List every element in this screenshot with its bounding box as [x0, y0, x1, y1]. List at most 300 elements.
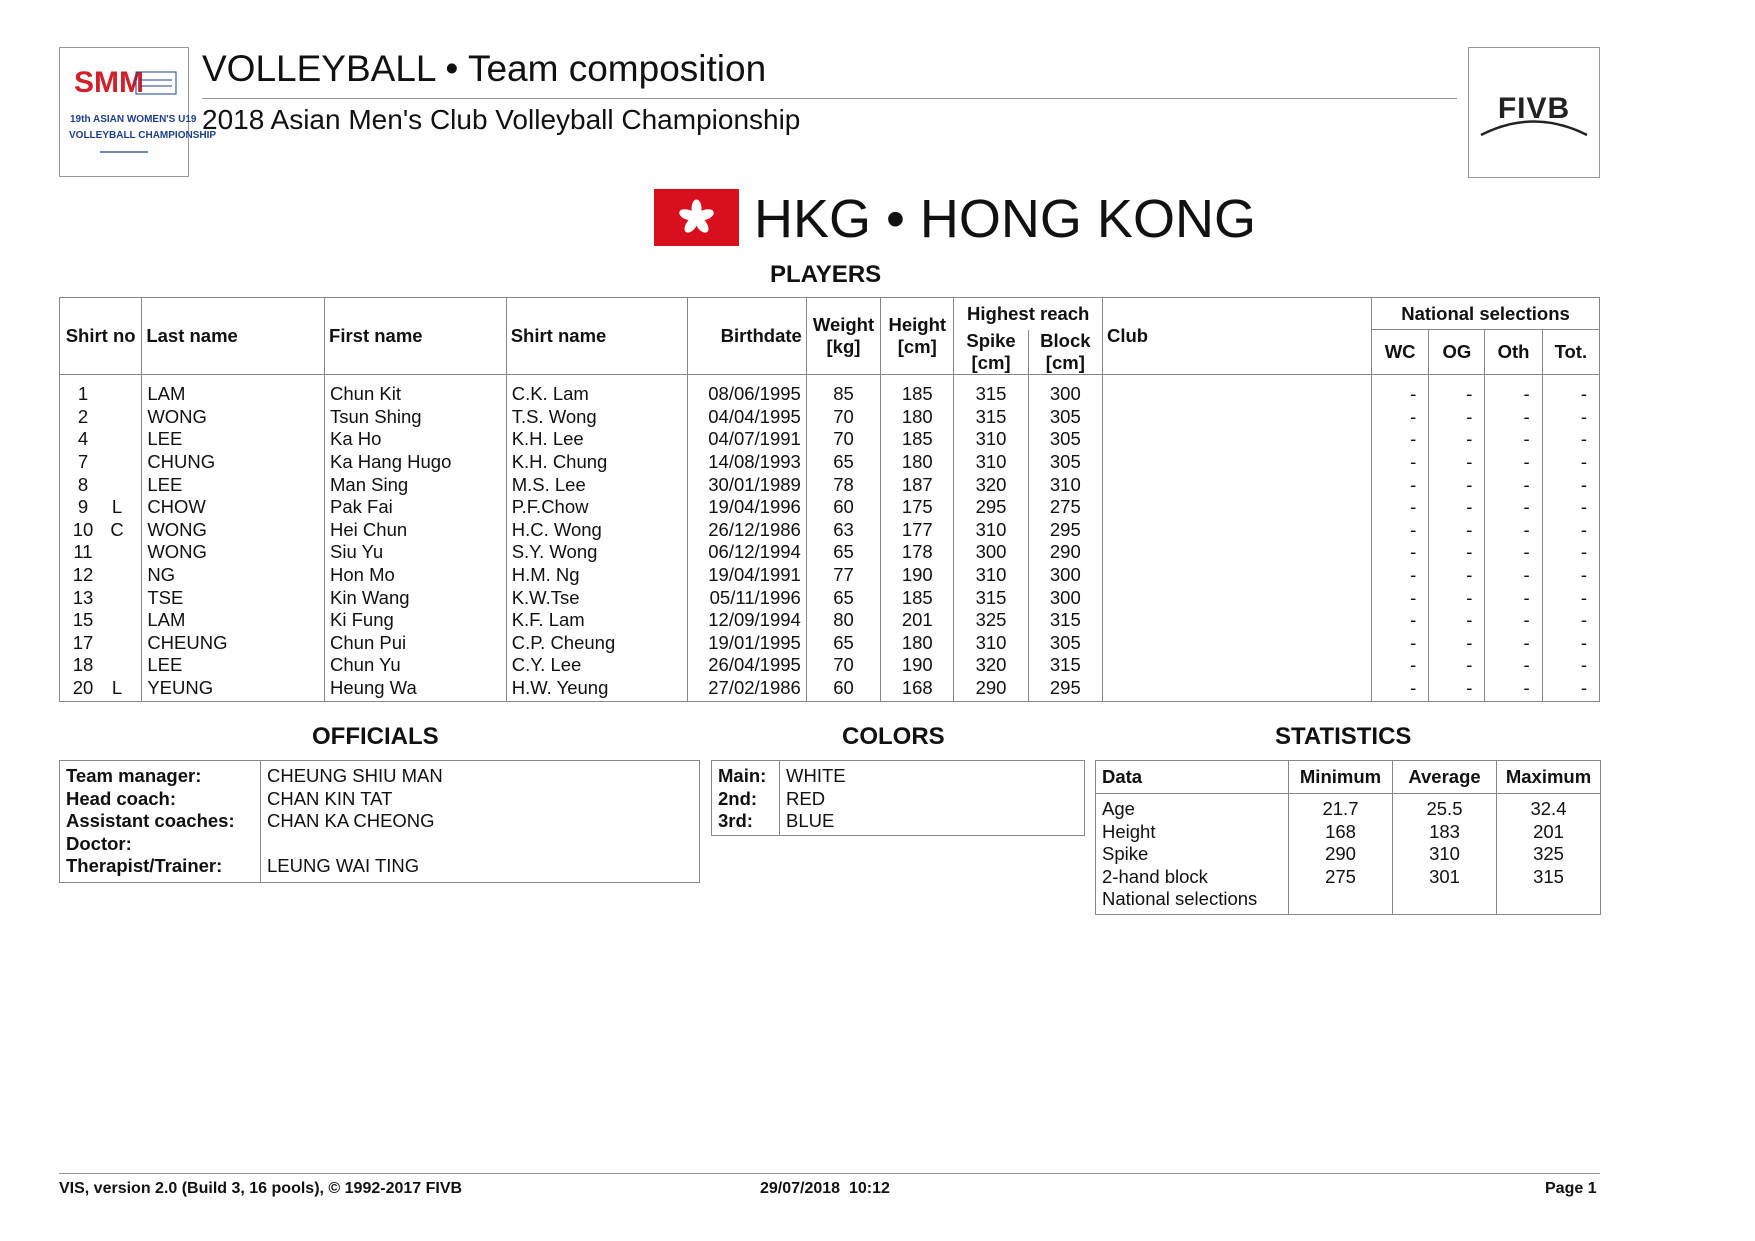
player-spike: 315: [954, 586, 1028, 609]
player-height: 177: [881, 519, 954, 542]
player-og: -: [1429, 632, 1485, 655]
player-block: 305: [1028, 406, 1102, 429]
official-role-label: Doctor:: [60, 833, 261, 856]
player-block: 310: [1028, 473, 1102, 496]
player-birthdate: 08/06/1995: [688, 375, 806, 406]
header-shirt-no: Shirt no: [60, 298, 142, 375]
page-title: VOLLEYBALL • Team composition: [202, 48, 767, 89]
player-shirt-name: K.W.Tse: [506, 586, 688, 609]
player-first-name: Chun Yu: [325, 654, 507, 677]
statistics-max: [1497, 888, 1601, 914]
player-shirt-cell: [60, 473, 142, 496]
player-spike: 310: [954, 451, 1028, 474]
player-row: [60, 541, 1600, 564]
statistics-table: [1095, 760, 1601, 915]
official-row: [60, 855, 700, 882]
player-shirt-cell: [60, 654, 142, 677]
player-weight: 80: [806, 609, 880, 632]
player-spike: 325: [954, 609, 1028, 632]
player-first-name: Siu Yu: [325, 541, 507, 564]
player-og: -: [1429, 586, 1485, 609]
players-table-body: [60, 375, 1600, 702]
player-last-name: LAM: [142, 609, 325, 632]
player-first-name: Kin Wang: [325, 586, 507, 609]
header-wc: WC: [1372, 330, 1429, 375]
header-last-name: Last name: [142, 298, 325, 375]
header-tot: Tot.: [1542, 330, 1599, 375]
player-last-name: YEUNG: [142, 677, 325, 702]
player-last-name: LEE: [142, 473, 325, 496]
player-last-name: CHUNG: [142, 451, 325, 474]
player-shirt-name: C.Y. Lee: [506, 654, 688, 677]
player-weight: 78: [806, 473, 880, 496]
stats-header-data: Data: [1096, 761, 1289, 794]
player-club: [1102, 428, 1371, 451]
player-tot: -: [1542, 496, 1599, 519]
player-oth: -: [1485, 632, 1542, 655]
footer-page: Page 1: [1545, 1180, 1597, 1197]
player-tot: -: [1542, 609, 1599, 632]
player-block: 295: [1028, 677, 1102, 702]
official-row: [60, 810, 700, 833]
player-height: 168: [881, 677, 954, 702]
players-section-title: PLAYERS: [770, 261, 882, 288]
statistics-row: [1096, 866, 1601, 889]
player-club: [1102, 473, 1371, 496]
player-last-name: LAM: [142, 375, 325, 406]
player-shirt-name: P.F.Chow: [506, 496, 688, 519]
footer-datetime: 29/07/2018 10:12: [760, 1180, 890, 1197]
player-shirt-no: 4: [77, 428, 89, 450]
statistics-min: 21.7: [1289, 794, 1393, 821]
official-role-label: Assistant coaches:: [60, 810, 261, 833]
player-shirt-name: S.Y. Wong: [506, 541, 688, 564]
player-role: L: [111, 496, 123, 518]
fivb-logo-text: FIVB: [1497, 92, 1571, 125]
player-wc: -: [1372, 677, 1429, 702]
player-first-name: Chun Kit: [325, 375, 507, 406]
player-weight: 85: [806, 375, 880, 406]
player-tot: -: [1542, 428, 1599, 451]
header-club: Club: [1102, 298, 1371, 375]
player-oth: -: [1485, 586, 1542, 609]
statistics-section-title: STATISTICS: [1275, 723, 1412, 750]
player-block: 305: [1028, 428, 1102, 451]
player-block: 300: [1028, 586, 1102, 609]
player-shirt-name: H.M. Ng: [506, 564, 688, 587]
player-spike: 300: [954, 541, 1028, 564]
player-wc: -: [1372, 632, 1429, 655]
player-height: 175: [881, 496, 954, 519]
player-tot: -: [1542, 375, 1599, 406]
player-last-name: CHEUNG: [142, 632, 325, 655]
player-role: L: [111, 677, 123, 699]
player-shirt-no: 17: [72, 631, 94, 653]
player-tot: -: [1542, 519, 1599, 542]
player-og: -: [1429, 519, 1485, 542]
player-club: [1102, 586, 1371, 609]
color-label: 3rd:: [712, 810, 780, 835]
officials-table-body: [60, 761, 700, 883]
player-shirt-name: H.C. Wong: [506, 519, 688, 542]
officials-section-title: OFFICIALS: [312, 723, 439, 750]
statistics-label: 2-hand block: [1096, 866, 1289, 889]
player-shirt-no: 20: [72, 677, 94, 699]
player-row: [60, 428, 1600, 451]
footer-version: VIS, version 2.0 (Build 3, 16 pools), © 1992-2017 FIVB: [59, 1180, 463, 1197]
statistics-avg: 301: [1393, 866, 1497, 889]
player-first-name: Ka Hang Hugo: [325, 451, 507, 474]
player-spike: 320: [954, 473, 1028, 496]
player-first-name: Heung Wa: [325, 677, 507, 702]
player-birthdate: 26/04/1995: [688, 654, 806, 677]
player-tot: -: [1542, 451, 1599, 474]
color-value: WHITE: [786, 765, 846, 786]
players-table: [59, 297, 1600, 702]
player-tot: -: [1542, 677, 1599, 702]
player-og: -: [1429, 564, 1485, 587]
player-shirt-cell: [60, 519, 142, 542]
player-height: 190: [881, 564, 954, 587]
player-club: [1102, 541, 1371, 564]
player-club: [1102, 519, 1371, 542]
player-weight: 65: [806, 586, 880, 609]
event-logo: [59, 47, 217, 177]
player-shirt-no: 11: [73, 541, 93, 563]
player-birthdate: 05/11/1996: [688, 586, 806, 609]
player-wc: -: [1372, 586, 1429, 609]
player-shirt-cell: [60, 451, 142, 474]
player-oth: -: [1485, 375, 1542, 406]
official-role-label: Therapist/Trainer:: [60, 855, 261, 882]
player-weight: 70: [806, 428, 880, 451]
player-shirt-cell: [60, 496, 142, 519]
official-row: [60, 833, 700, 856]
player-block: 315: [1028, 609, 1102, 632]
player-oth: -: [1485, 654, 1542, 677]
team-name: HKG • HONG KONG: [754, 189, 1256, 249]
player-weight: 60: [806, 677, 880, 702]
player-first-name: Tsun Shing: [325, 406, 507, 429]
player-oth: -: [1485, 519, 1542, 542]
player-spike: 315: [954, 375, 1028, 406]
player-spike: 315: [954, 406, 1028, 429]
player-wc: -: [1372, 451, 1429, 474]
player-row: [60, 519, 1600, 542]
player-row: [60, 496, 1600, 519]
statistics-avg: [1393, 888, 1497, 914]
player-tot: -: [1542, 473, 1599, 496]
player-role: C: [110, 518, 124, 540]
player-tot: -: [1542, 541, 1599, 564]
footer-divider: [59, 1173, 1600, 1174]
statistics-avg: 310: [1393, 843, 1497, 866]
player-birthdate: 27/02/1986: [688, 677, 806, 702]
player-oth: -: [1485, 451, 1542, 474]
color-row: [712, 810, 1085, 835]
player-tot: -: [1542, 586, 1599, 609]
color-label: Main:: [712, 761, 780, 788]
header-oth: Oth: [1485, 330, 1542, 375]
statistics-min: [1289, 888, 1393, 914]
player-oth: -: [1485, 428, 1542, 451]
player-height: 185: [881, 375, 954, 406]
title-divider: [202, 98, 1457, 99]
player-wc: -: [1372, 541, 1429, 564]
player-og: -: [1429, 406, 1485, 429]
player-birthdate: 12/09/1994: [688, 609, 806, 632]
player-tot: -: [1542, 564, 1599, 587]
header-national-selections: National selections: [1372, 298, 1600, 330]
player-wc: -: [1372, 406, 1429, 429]
player-shirt-no: 8: [77, 473, 89, 495]
player-row: [60, 451, 1600, 474]
player-club: [1102, 632, 1371, 655]
player-birthdate: 30/01/1989: [688, 473, 806, 496]
statistics-max: 32.4: [1497, 794, 1601, 821]
statistics-row: [1096, 888, 1601, 914]
player-last-name: WONG: [142, 541, 325, 564]
event-logo-graphic: [60, 48, 217, 176]
player-club: [1102, 496, 1371, 519]
player-row: [60, 654, 1600, 677]
player-shirt-no: 13: [72, 586, 94, 608]
player-birthdate: 19/04/1996: [688, 496, 806, 519]
player-last-name: TSE: [142, 586, 325, 609]
statistics-max: 315: [1497, 866, 1601, 889]
statistics-label: Spike: [1096, 843, 1289, 866]
colors-table: [711, 760, 1085, 836]
statistics-avg: 183: [1393, 821, 1497, 844]
official-row: [60, 761, 700, 788]
statistics-label: Height: [1096, 821, 1289, 844]
colors-table-body: [712, 761, 1085, 836]
header-block: Block [cm]: [1028, 330, 1102, 375]
player-shirt-name: K.H. Chung: [506, 451, 688, 474]
player-block: 300: [1028, 564, 1102, 587]
player-weight: 70: [806, 406, 880, 429]
player-row: [60, 677, 1600, 702]
player-spike: 290: [954, 677, 1028, 702]
player-shirt-cell: [60, 541, 142, 564]
player-shirt-no: 2: [77, 405, 89, 427]
player-wc: -: [1372, 428, 1429, 451]
player-oth: -: [1485, 496, 1542, 519]
player-row: [60, 609, 1600, 632]
player-row: [60, 473, 1600, 496]
color-row: [712, 788, 1085, 811]
player-wc: -: [1372, 496, 1429, 519]
color-label: 2nd:: [712, 788, 780, 811]
player-shirt-cell: [60, 406, 142, 429]
player-shirt-no: 15: [72, 609, 94, 631]
event-logo-line1: 19th ASIAN WOMEN'S U19: [70, 114, 197, 125]
player-first-name: Ki Fung: [325, 609, 507, 632]
player-shirt-cell: [60, 586, 142, 609]
player-first-name: Pak Fai: [325, 496, 507, 519]
statistics-label: National selections: [1096, 888, 1289, 914]
player-shirt-no: 18: [72, 654, 94, 676]
player-club: [1102, 375, 1371, 406]
color-row: [712, 761, 1085, 788]
official-role-label: Head coach:: [60, 788, 261, 811]
official-name: CHAN KIN TAT: [267, 787, 393, 809]
player-og: -: [1429, 473, 1485, 496]
player-shirt-name: C.K. Lam: [506, 375, 688, 406]
player-last-name: WONG: [142, 406, 325, 429]
player-shirt-name: H.W. Yeung: [506, 677, 688, 702]
statistics-min: 290: [1289, 843, 1393, 866]
player-height: 180: [881, 406, 954, 429]
hong-kong-flag: [654, 189, 739, 246]
player-club: [1102, 564, 1371, 587]
player-weight: 65: [806, 632, 880, 655]
player-shirt-cell: [60, 677, 142, 702]
player-birthdate: 06/12/1994: [688, 541, 806, 564]
player-height: 187: [881, 473, 954, 496]
statistics-min: 275: [1289, 866, 1393, 889]
player-weight: 63: [806, 519, 880, 542]
player-birthdate: 26/12/1986: [688, 519, 806, 542]
official-role-label: Team manager:: [60, 761, 261, 788]
player-og: -: [1429, 541, 1485, 564]
player-club: [1102, 654, 1371, 677]
player-height: 201: [881, 609, 954, 632]
player-block: 275: [1028, 496, 1102, 519]
player-og: -: [1429, 677, 1485, 702]
header-highest-reach: Highest reach: [954, 298, 1103, 330]
player-og: -: [1429, 496, 1485, 519]
player-weight: 77: [806, 564, 880, 587]
player-block: 305: [1028, 451, 1102, 474]
stats-header-avg: Average: [1393, 761, 1497, 794]
player-weight: 60: [806, 496, 880, 519]
player-shirt-name: K.F. Lam: [506, 609, 688, 632]
header-og: OG: [1429, 330, 1485, 375]
player-last-name: CHOW: [142, 496, 325, 519]
header-birthdate: Birthdate: [688, 298, 806, 375]
player-shirt-cell: [60, 564, 142, 587]
player-spike: 310: [954, 428, 1028, 451]
player-height: 185: [881, 428, 954, 451]
player-first-name: Hei Chun: [325, 519, 507, 542]
event-logo-line2: VOLLEYBALL CHAMPIONSHIP: [69, 130, 217, 141]
player-oth: -: [1485, 473, 1542, 496]
player-wc: -: [1372, 519, 1429, 542]
player-wc: -: [1372, 564, 1429, 587]
player-row: [60, 564, 1600, 587]
statistics-row: [1096, 843, 1601, 866]
player-shirt-cell: [60, 375, 142, 406]
player-last-name: WONG: [142, 519, 325, 542]
official-name: LEUNG WAI TING: [267, 855, 420, 877]
player-tot: -: [1542, 406, 1599, 429]
player-first-name: Hon Mo: [325, 564, 507, 587]
player-spike: 295: [954, 496, 1028, 519]
player-height: 190: [881, 654, 954, 677]
player-shirt-no: 10: [72, 518, 94, 540]
page-subtitle: 2018 Asian Men's Club Volleyball Championship: [202, 104, 801, 135]
player-weight: 65: [806, 541, 880, 564]
player-first-name: Man Sing: [325, 473, 507, 496]
player-block: 305: [1028, 632, 1102, 655]
player-row: [60, 406, 1600, 429]
player-og: -: [1429, 451, 1485, 474]
player-oth: -: [1485, 609, 1542, 632]
player-first-name: Ka Ho: [325, 428, 507, 451]
player-last-name: NG: [142, 564, 325, 587]
player-block: 295: [1028, 519, 1102, 542]
player-club: [1102, 406, 1371, 429]
header-spike: Spike [cm]: [954, 330, 1028, 375]
player-shirt-cell: [60, 632, 142, 655]
player-weight: 70: [806, 654, 880, 677]
header-shirt-name: Shirt name: [506, 298, 688, 375]
player-shirt-no: 9: [77, 496, 89, 518]
player-og: -: [1429, 428, 1485, 451]
player-og: -: [1429, 609, 1485, 632]
color-value: RED: [786, 787, 826, 809]
player-row: [60, 375, 1600, 406]
statistics-table-body: [1096, 794, 1601, 915]
player-block: 300: [1028, 375, 1102, 406]
statistics-row: [1096, 794, 1601, 821]
player-oth: -: [1485, 406, 1542, 429]
player-shirt-name: C.P. Cheung: [506, 632, 688, 655]
statistics-avg: 25.5: [1393, 794, 1497, 821]
player-oth: -: [1485, 564, 1542, 587]
statistics-row: [1096, 821, 1601, 844]
fivb-logo: [1468, 47, 1600, 178]
player-wc: -: [1372, 473, 1429, 496]
player-height: 180: [881, 632, 954, 655]
player-wc: -: [1372, 375, 1429, 406]
player-row: [60, 632, 1600, 655]
player-height: 185: [881, 586, 954, 609]
official-name: CHAN KA CHEONG: [267, 810, 435, 832]
player-oth: -: [1485, 541, 1542, 564]
officials-table: [59, 760, 700, 883]
player-shirt-cell: [60, 428, 142, 451]
player-height: 180: [881, 451, 954, 474]
player-shirt-name: T.S. Wong: [506, 406, 688, 429]
player-spike: 320: [954, 654, 1028, 677]
player-row: [60, 586, 1600, 609]
player-height: 178: [881, 541, 954, 564]
official-name: [261, 833, 700, 856]
player-block: 315: [1028, 654, 1102, 677]
statistics-max: 325: [1497, 843, 1601, 866]
official-name: CHEUNG SHIU MAN: [267, 765, 443, 786]
player-birthdate: 14/08/1993: [688, 451, 806, 474]
player-tot: -: [1542, 632, 1599, 655]
player-shirt-name: K.H. Lee: [506, 428, 688, 451]
player-spike: 310: [954, 632, 1028, 655]
bauhinia-icon: [654, 189, 739, 246]
player-spike: 310: [954, 564, 1028, 587]
color-value: BLUE: [786, 810, 835, 832]
player-club: [1102, 451, 1371, 474]
statistics-label: Age: [1096, 794, 1289, 821]
header-height: Height [cm]: [881, 298, 954, 375]
player-og: -: [1429, 654, 1485, 677]
player-shirt-no: 1: [77, 383, 89, 405]
player-shirt-no: 7: [77, 451, 89, 473]
player-last-name: LEE: [142, 654, 325, 677]
header-first-name: First name: [325, 298, 507, 375]
player-tot: -: [1542, 654, 1599, 677]
player-birthdate: 04/07/1991: [688, 428, 806, 451]
